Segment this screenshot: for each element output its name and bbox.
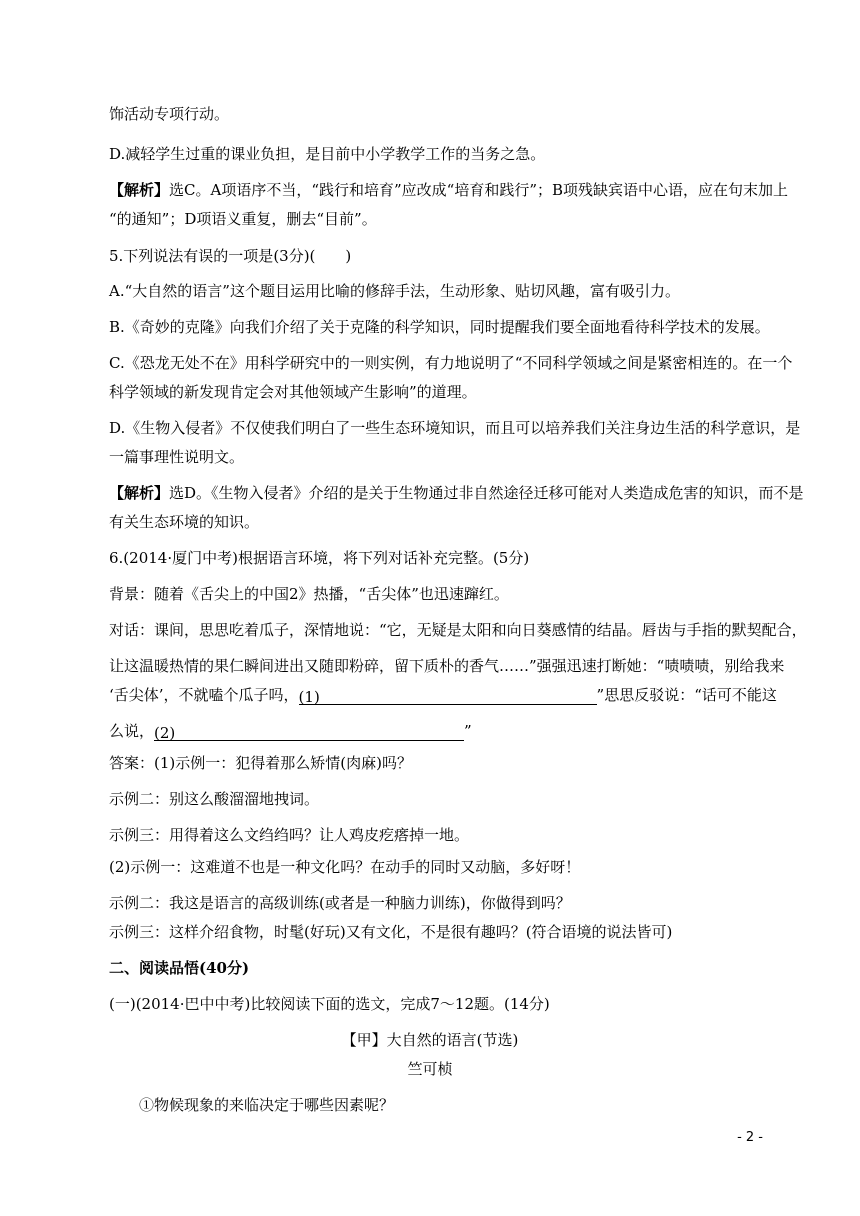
answer-line: 示例二：别这么酸溜溜地拽词。 [109,790,320,808]
option-d: D.减轻学生过重的课业负担，是目前中小学教学工作的当务之急。 [109,145,546,163]
dialogue-line-blank-1 [109,685,777,705]
text-line: “的通知”；D项语义重复，删去“目前”。 [109,210,377,228]
text-span: ” [464,722,472,740]
dialogue-line-blank-2 [109,721,472,741]
text-line: 科学领域的新发现肯定会对其他领域产生影响”的道理。 [109,383,477,401]
text-span: ‘舌尖体’，不就嗑个瓜子吗， [109,686,299,704]
blank-number: (1) [298,688,320,706]
reading-instruction: (一)(2014·巴中中考)比较阅读下面的选文，完成7～12题。(14分) [109,995,550,1013]
answer-line: 示例三：用得着这么文绉绉吗？让人鸡皮疙瘩掉一地。 [109,826,470,844]
answer-line: 答案：(1)示例一：犯得着那么矫情(肉麻)吗？ [109,754,412,772]
answer-blank-2[interactable] [154,723,464,741]
dialogue-text: 对话：课间，思思吃着瓜子，深情地说：“它，无疑是太阳和向日葵感情的结晶。唇齿与手指的默契配合， [109,621,807,639]
background-text: 背景：随着《舌尖上的中国2》热播，“舌尖体”也迅速蹿红。 [109,585,509,603]
option-b: B.《奇妙的克隆》向我们介绍了关于克隆的科学知识，同时提醒我们要全面地看待科学技术的发展。 [109,318,770,336]
passage-paragraph: ①物候现象的来临决定于哪些因素呢？ [139,1096,395,1114]
passage-title: 【甲】大自然的语言(节选) [341,1031,519,1049]
analysis-label: 【解析】 [109,181,170,199]
section-heading: 二、阅读品悟(40分) [109,959,250,977]
option-a: A.“大自然的语言”这个题目运用比喻的修辞手法，生动形象、贴切风趣，富有吸引力。 [109,282,680,300]
dialogue-text: 让这温暖热情的果仁瞬间进出又随即粉碎，留下质朴的香气……”强强迅速打断她：“啧啧啧，别给我来 [109,657,785,675]
question-5: 5.下列说法有误的一项是(3分)( ) [109,247,352,265]
answer-line: (2)示例一：这难道不也是一种文化吗？在动手的同时又动脑，多好呀！ [109,858,581,876]
passage-author: 竺可桢 [407,1060,453,1078]
blank-number: (2) [154,724,176,742]
text-line: 有关生态环境的知识。 [109,513,260,531]
analysis-text: 选D。《生物入侵者》介绍的是关于生物通过非自然途径迁移可能对人类造成危害的知识，而不是 [169,484,804,502]
analysis-text: 选C。A项语序不当，“践行和培育”应改成“培育和践行”；B项残缺宾语中心语，应在句末加上 [169,181,789,199]
answer-line: 示例二：我这是语言的高级训练(或者是一种脑力训练)，你做得到吗？ [109,894,571,912]
text-span: ”思思反驳说：“话可不能这 [596,686,777,704]
analysis-line [109,180,788,200]
analysis-label: 【解析】 [109,484,170,502]
text-line: 饰活动专项行动。 [109,105,230,123]
option-c: C.《恐龙无处不在》用科学研究中的一则实例，有力地说明了“不同科学领域之间是紧密相连的。在一个 [109,354,793,372]
answer-blank-1[interactable] [299,687,597,705]
option-d: D.《生物入侵者》不仅使我们明白了一些生态环境知识，而且可以培养我们关注身边生活的科学意识，是 [109,419,801,437]
analysis-line [109,483,804,503]
text-span: 么说， [109,722,155,740]
page-number: - 2 - [737,1130,763,1145]
text-line: 一篇事理性说明文。 [109,448,245,466]
answer-line: 示例三：这样介绍食物，时髦(好玩)又有文化，不是很有趣吗？(符合语境的说法皆可) [109,923,673,941]
question-6: 6.(2014·厦门中考)根据语言环境，将下列对话补充完整。(5分) [109,549,530,567]
